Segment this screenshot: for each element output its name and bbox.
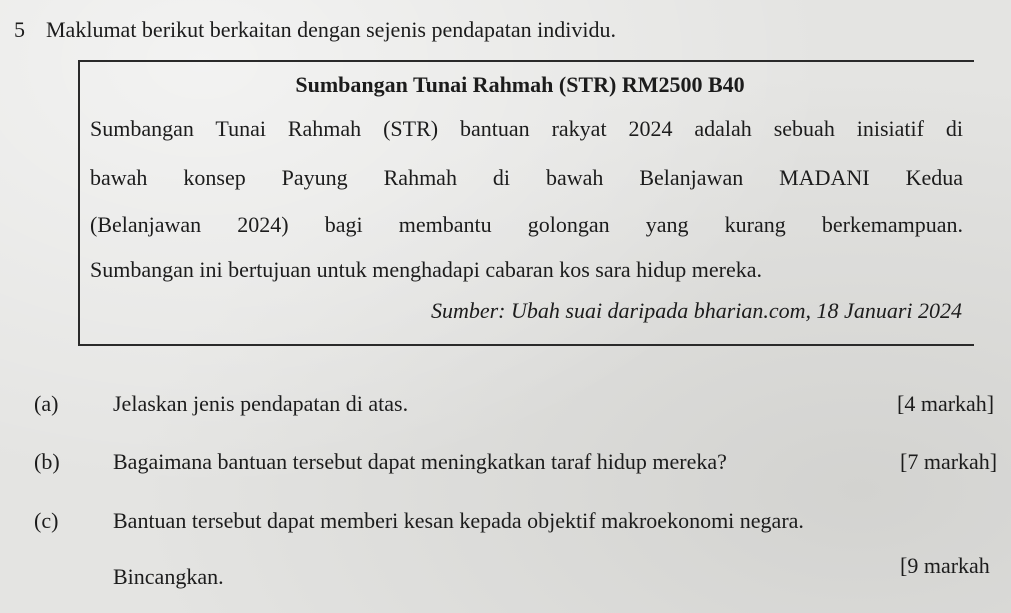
part-b-marks: [7 markah] <box>900 449 998 474</box>
info-box-line-1: Sumbangan Tunai Rahmah (STR) bantuan rakyat 2024 adalah sebuah inisiatif di <box>90 116 963 141</box>
part-a-question: Jelaskan jenis pendapatan di atas. <box>113 391 409 416</box>
part-b-label: (b) <box>34 449 60 474</box>
info-box-title: Sumbangan Tunai Rahmah (STR) RM2500 B40 <box>295 72 745 97</box>
part-a-marks: [4 markah] <box>897 391 995 416</box>
info-box-source: Sumber: Ubah suai daripada bharian.com, 18 Januari 2024 <box>430 298 962 323</box>
info-box-line-4: Sumbangan ini bertujuan untuk menghadapi cabaran kos sara hidup mereka. <box>90 257 763 282</box>
part-c-question: Bantuan tersebut dapat memberi kesan kepada objektif makroekonomi negara. <box>113 508 804 533</box>
part-a-label: (a) <box>34 391 59 416</box>
part-c-label: (c) <box>34 508 59 533</box>
info-box-line-3: (Belanjawan 2024) bagi membantu golongan yang kurang berkemampuan. <box>90 212 963 237</box>
part-b-question: Bagaimana bantuan tersebut dapat meningkatkan taraf hidup mereka? <box>113 449 727 474</box>
question-number: 5 <box>14 17 25 42</box>
info-box-line-2: bawah konsep Payung Rahmah di bawah Belanjawan MADANI Kedua <box>90 165 963 190</box>
info-box <box>78 60 974 346</box>
part-c-instruction: Bincangkan. <box>113 564 224 589</box>
part-c-marks: [9 markah <box>900 553 990 578</box>
question-intro: Maklumat berikut berkaitan dengan sejenis pendapatan individu. <box>46 17 617 42</box>
